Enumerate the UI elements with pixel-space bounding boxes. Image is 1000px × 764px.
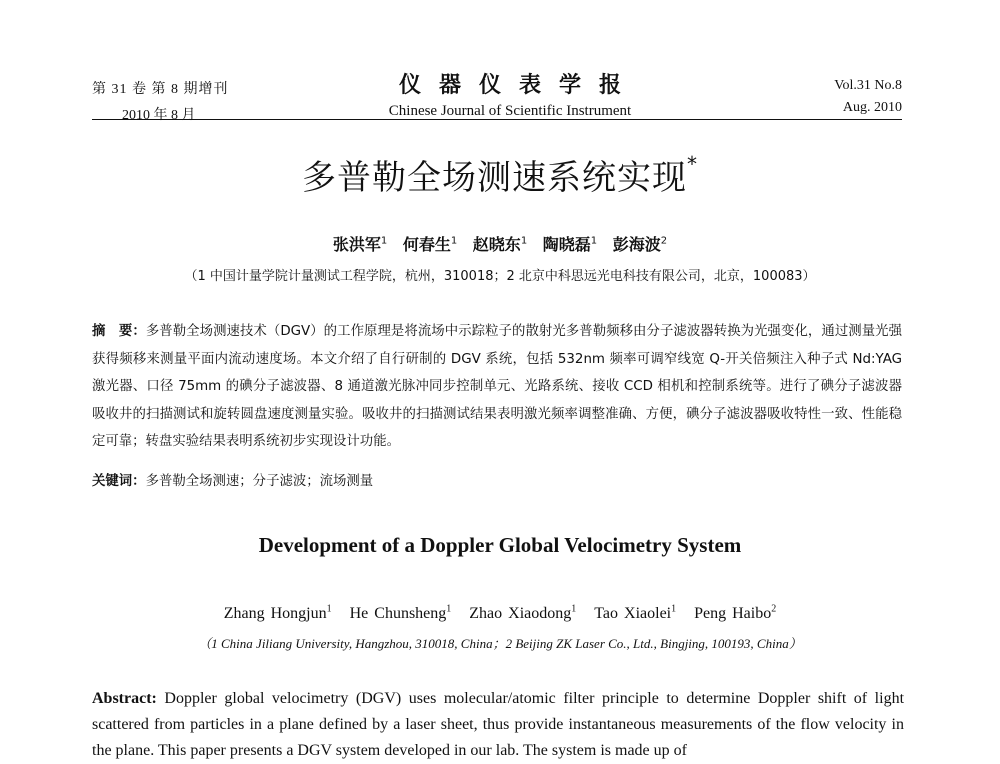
author-cn: 彭海波$^2$ xyxy=(612,235,668,254)
running-header-left xyxy=(92,78,292,124)
author-en: He Chunsheng$^1$ xyxy=(349,604,452,623)
abstract-cn-label: 摘 要： xyxy=(92,324,146,339)
keywords-cn-label: 关键词： xyxy=(92,474,146,489)
title-footnote-mark: * xyxy=(687,152,698,176)
paper-title-cn-text: 多普勒全场测速系统实现 xyxy=(302,158,687,198)
paper-title-en: Development of a Doppler Global Velocimetry System xyxy=(258,533,742,557)
paper-title-cn xyxy=(0,150,1000,199)
author-en: Zhao Xiaodong$^1$ xyxy=(469,604,577,623)
volume-issue-cn: 第 31 卷 第 8 期增刊 xyxy=(92,82,229,97)
affiliation-en: （1 China Jiliang University, Hangzhou, 310018, China；2 Beijing ZK Laser Co., Ltd., Bingjing, 100193, China） xyxy=(198,636,802,651)
author-list-cn xyxy=(0,232,1000,255)
volume-issue-en: Vol.31 No.8 xyxy=(834,78,902,93)
author-en: Tao Xiaolei$^1$ xyxy=(594,604,677,623)
author-cn: 赵晓东$^1$ xyxy=(472,235,528,254)
author-cn: 何春生$^1$ xyxy=(402,235,458,254)
date-en: Aug. 2010 xyxy=(842,100,902,115)
author-en: Zhang Hongjun$^1$ xyxy=(223,604,332,623)
abstract-cn-text: 多普勒全场测速技术（DGV）的工作原理是将流场中示踪粒子的散射光多普勒频移由分子滤波器转换为光强变化，通过测量光强获得频移来测量平面内流动速度场。本文介绍了自行研制的 DGV 系统，包括 532nm 频率可调窄线宽 Q-开关倍频注入种子式 Nd:YAG 激光器、口径 75mm 的碘分子滤波器、8 通道激光脉冲同步控制单元、光路系统、接收 CCD 相机和控制系统等。进行了碘分子滤波器吸收井的扫描测试和旋转圆盘速度测量实验。吸收井的扫描测试结果表明激光频率调整准确、方便，碘分子滤波器吸收特性一致、性能稳定可靠；转盘实验结果表明系统初步实现设计功能。 xyxy=(92,324,903,449)
keywords-cn-text: 多普勒全场测速；分子滤波；流场测量 xyxy=(145,474,374,489)
abstract-en-text: Doppler global velocimetry (DGV) uses molecular/atomic filter principle to determine Doppler shift of light scattered from particles in a plane defined by a laser sheet, thus provide instantaneous measurements of the flow velocity in the plane. This paper presents a DGV system developed in our lab. The system is made up of xyxy=(92,690,905,759)
journal-name-en: Chinese Journal of Scientific Instrument xyxy=(388,103,632,119)
abstract-cn xyxy=(92,318,902,456)
journal-name xyxy=(350,68,670,120)
abstract-en xyxy=(92,686,904,764)
author-list-en xyxy=(0,604,1000,623)
abstract-en-label: Abstract: xyxy=(92,690,157,707)
author-cn: 陶晓磊$^1$ xyxy=(542,235,598,254)
header-rule xyxy=(92,119,902,120)
affiliation-cn: （1 中国计量学院计量测试工程学院，杭州，310018；2 北京中科思远光电科技有限公司，北京，100083） xyxy=(184,269,816,284)
keywords-cn xyxy=(92,470,902,489)
date-cn: 2010 年 8 月 xyxy=(122,108,196,123)
running-header-right xyxy=(834,78,902,116)
author-cn: 张洪军$^1$ xyxy=(332,235,388,254)
author-en: Peng Haibo$^2$ xyxy=(694,604,777,623)
journal-name-cn: 仪器仪表学报 xyxy=(398,72,639,97)
